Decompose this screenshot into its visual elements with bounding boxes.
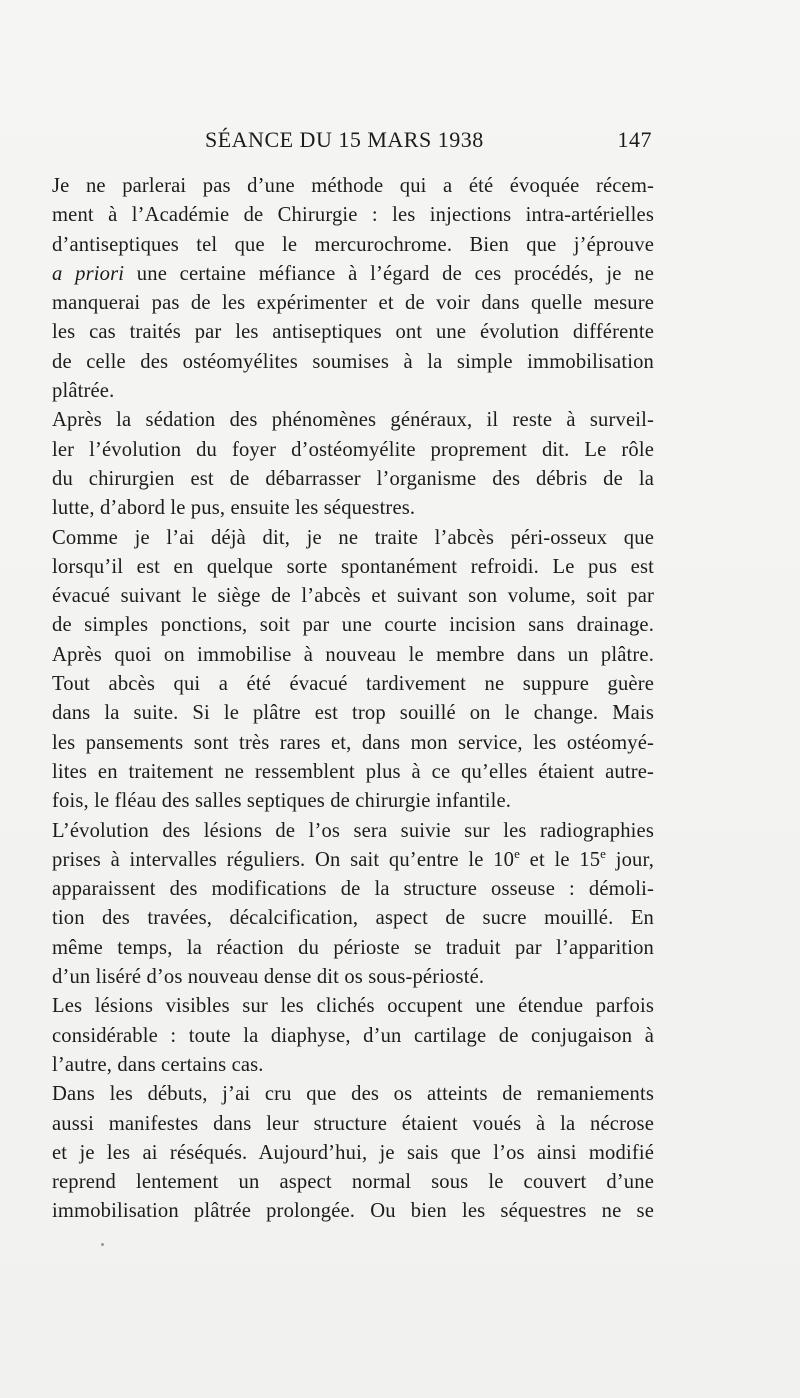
- text-line: Les lésions visibles sur les clichés occupent une étendue parfois: [52, 995, 654, 1018]
- text-line: d’antiseptiques tel que le mercurochrome. Bien que j’éprouve: [52, 233, 654, 256]
- text-line: L’évolution des lésions de l’os sera suivie sur les radiographies: [52, 819, 654, 842]
- text-line: évacué suivant le siège de l’abcès et suivant son volume, soit par: [52, 585, 654, 608]
- header-title: SÉANCE DU 15 MARS 1938: [205, 127, 484, 152]
- text-line: ler l’évolution du foyer d’ostéomyélite proprement dit. Le rôle: [52, 438, 654, 461]
- text-line: l’autre, dans certains cas.: [52, 1053, 264, 1076]
- text-line: aussi manifestes dans leur structure étaient voués à la nécrose: [52, 1112, 654, 1135]
- text-line-with-italic: [52, 260, 654, 289]
- text-line: immobilisation plâtrée prolongée. Ou bien les séquestres ne se: [52, 1200, 654, 1223]
- superscript: e: [514, 845, 520, 861]
- text-line: ment à l’Académie de Chirurgie : les injections intra-artérielles: [52, 204, 654, 227]
- italic-phrase: a priori: [52, 262, 125, 285]
- running-header: [0, 127, 800, 157]
- text-line: tion des travées, décalcification, aspect de sucre mouillé. En: [52, 907, 654, 930]
- text-line: Après quoi on immobilise à nouveau le membre dans un plâtre.: [52, 643, 654, 666]
- text-line: Tout abcès qui a été évacué tardivement ne suppure guère: [52, 673, 654, 696]
- text-line: lites en traitement ne ressemblent plus à ce qu’elles étaient autre-: [52, 760, 654, 783]
- text-line: de celle des ostéomyélites soumises à la simple immobilisation: [52, 350, 654, 373]
- text-fragment: et le 15: [520, 848, 601, 871]
- paper-speck: [101, 1243, 104, 1246]
- text-line: les pansements sont très rares et, dans mon service, les ostéomyé-: [52, 731, 654, 754]
- text-line: Comme je l’ai déjà dit, je ne traite l’abcès péri-osseux que: [52, 526, 654, 549]
- page-number: 147: [617, 127, 652, 152]
- text-line: du chirurgien est de débarrasser l’organisme des débris de la: [52, 467, 654, 490]
- text-line: les cas traités par les antiseptiques ont une évolution différente: [52, 321, 654, 344]
- text-line: manquerai pas de les expérimenter et de voir dans quelle mesure: [52, 292, 654, 315]
- text-line: d’un liséré d’os nouveau dense dit os sous-périosté.: [52, 966, 485, 989]
- text-fragment: prises à intervalles réguliers. On sait qu’entre le 10: [52, 848, 515, 871]
- text-line: Après la sédation des phénomènes généraux, il reste à surveil-: [52, 409, 654, 432]
- text-line: plâtrée.: [52, 380, 115, 403]
- text-fragment: une certaine méfiance à l’égard de ces procédés, je ne: [124, 262, 654, 285]
- text-line: apparaissent des modifications de la structure osseuse : démoli-: [52, 878, 654, 901]
- superscript: e: [600, 845, 607, 861]
- text-line: lorsqu’il est en quelque sorte spontanément refroidi. Le pus est: [52, 555, 654, 578]
- text-line: considérable : toute la diaphyse, d’un cartilage de conjugaison à: [52, 1024, 654, 1047]
- text-line: Je ne parlerai pas d’une méthode qui a été évoquée récem-: [52, 175, 654, 197]
- text-line-with-superscripts: [52, 846, 654, 875]
- text-line: fois, le fléau des salles septiques de chirurgie infantile.: [52, 790, 512, 813]
- text-line: lutte, d’abord le pus, ensuite les séquestres.: [52, 497, 416, 520]
- text-line: même temps, la réaction du périoste se traduit par l’apparition: [52, 936, 654, 959]
- text-line: reprend lentement un aspect normal sous le couvert d’une: [52, 1171, 654, 1194]
- text-line: dans la suite. Si le plâtre est trop souillé on le change. Mais: [52, 702, 654, 725]
- text-line: et je les ai réséqués. Aujourd’hui, je sais que l’os ainsi modifié: [52, 1141, 654, 1164]
- body-text: [52, 172, 654, 1227]
- text-fragment: jour,: [606, 848, 654, 871]
- text-line: Dans les débuts, j’ai cru que des os atteints de remaniements: [52, 1083, 654, 1106]
- text-line: de simples ponctions, soit par une courte incision sans drainage.: [52, 614, 654, 637]
